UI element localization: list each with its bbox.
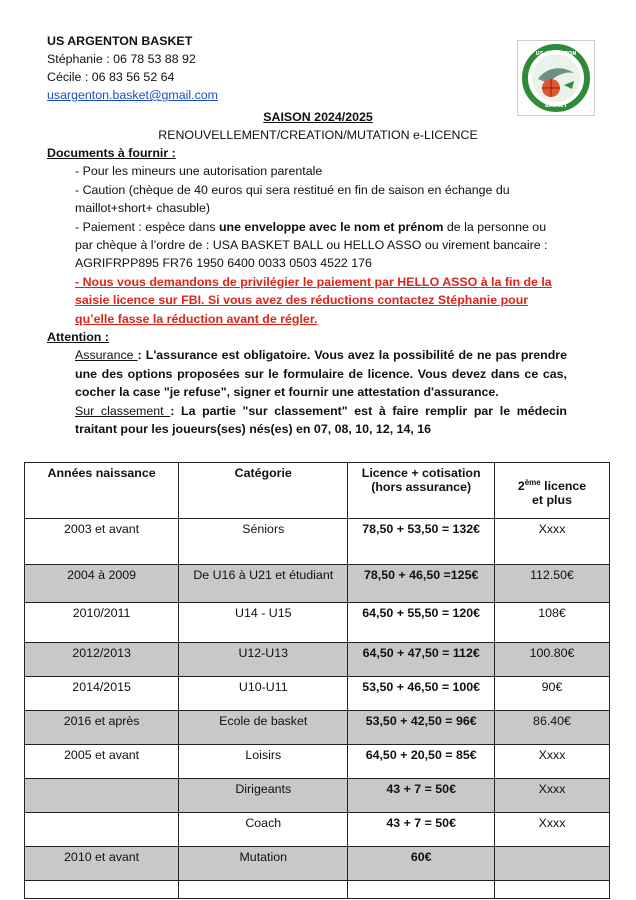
cell-category: U12-U13	[179, 643, 348, 677]
header-second-number: 2	[517, 479, 525, 494]
header-second-licence	[495, 463, 610, 519]
cell-years: 2016 et après	[25, 711, 179, 745]
header-second-line2: et plus	[532, 493, 572, 508]
documents-item-payment	[47, 218, 567, 273]
payment-text-bold: une enveloppe avec le nom et prénom	[218, 219, 444, 234]
pricing-table	[24, 462, 610, 899]
cell-category: Loisirs	[179, 745, 348, 779]
basketball-logo-icon	[518, 41, 594, 115]
contact-cecile: Cécile : 06 83 56 52 64	[47, 70, 175, 84]
season-title: SAISON 2024/2025	[263, 110, 373, 124]
header-category: Catégorie	[179, 463, 348, 519]
cell-years: 2010/2011	[25, 603, 179, 643]
cell-price: 53,50 + 42,50 = 96€	[348, 711, 495, 745]
hello-asso-warning: - Nous vous demandons de privilégier le paiement par HELLO ASSO à la fin de la saisie licence sur FBI. Si vous avez des réductions contactez Stéphanie pour qu’elle fasse la réduction avant de régler.	[75, 274, 552, 326]
table-row	[25, 779, 610, 813]
header-price	[348, 463, 495, 519]
table-row	[25, 847, 610, 881]
cell-second: Xxxx	[495, 813, 610, 847]
cell-second	[495, 881, 610, 899]
table-row	[25, 881, 610, 899]
cell-category: Séniors	[179, 519, 348, 565]
cell-price: 53,50 + 46,50 = 100€	[348, 677, 495, 711]
cell-second: Xxxx	[495, 519, 610, 565]
logo-top-text: US ARGENTON	[535, 51, 577, 57]
documents-item-minors: - Pour les mineurs une autorisation parentale	[75, 164, 323, 179]
header-second-sup: ème	[524, 478, 541, 487]
cell-category: Mutation	[179, 847, 348, 881]
cell-years: 2010 et avant	[25, 847, 179, 881]
cell-years	[25, 813, 179, 847]
cell-category: Coach	[179, 813, 348, 847]
cell-price: 43 + 7 = 50€	[348, 779, 495, 813]
club-email-link[interactable]: usargenton.basket@gmail.com	[47, 88, 218, 102]
cell-years: 2012/2013	[25, 643, 179, 677]
cell-price: 43 + 7 = 50€	[348, 813, 495, 847]
cell-second: 112.50€	[495, 565, 610, 603]
table-row	[25, 711, 610, 745]
cell-years: 2003 et avant	[25, 519, 179, 565]
documents-section	[47, 144, 567, 439]
table-header-row	[25, 463, 610, 519]
table-row	[25, 643, 610, 677]
cell-years: 2014/2015	[25, 677, 179, 711]
surclassement-text: : La partie "sur classement" est à faire remplir par le médecin traitant pour les joueurs(ses) nés(es) en 07, 08, 10, 12, 14, 16	[75, 403, 567, 437]
header-price-line2: (hors assurance)	[371, 480, 472, 494]
season-heading	[0, 108, 636, 144]
surclassement-label: Sur classement	[75, 403, 171, 418]
header-years: Années naissance	[25, 463, 179, 519]
cell-price: 78,50 + 53,50 = 132€	[348, 519, 495, 565]
cell-category: Ecole de basket	[179, 711, 348, 745]
attention-title: Attention :	[47, 330, 109, 345]
assurance-label: Assurance	[75, 348, 138, 363]
assurance-text: : L'assurance est obligatoire. Vous avez la possibilité de ne pas prendre une des options proposées sur le formulaire de licence. Vous devez dans ce cas, cocher la case "je refuse", signer et fournir une attestation d'assurance.	[75, 348, 567, 400]
club-logo	[517, 40, 595, 116]
cell-years: 2004 à 2009	[25, 565, 179, 603]
cell-category: U14 - U15	[179, 603, 348, 643]
club-name: US ARGENTON BASKET	[47, 34, 193, 48]
payment-text-a: - Paiement : espèce dans	[75, 219, 219, 234]
cell-price: 64,50 + 47,50 = 112€	[348, 643, 495, 677]
documents-item-caution: - Caution (chèque de 40 euros qui sera restitué en fin de saison en échange du maillot+short+ chasuble)	[75, 182, 510, 216]
cell-price	[348, 881, 495, 899]
table-row	[25, 565, 610, 603]
attention-assurance	[47, 346, 567, 401]
cell-category: De U16 à U21 et étudiant	[179, 565, 348, 603]
table-row	[25, 519, 610, 565]
cell-price: 78,50 + 46,50 =125€	[348, 565, 495, 603]
cell-second	[495, 847, 610, 881]
cell-years	[25, 779, 179, 813]
season-subtitle: RENOUVELLEMENT/CREATION/MUTATION e-LICENCE	[158, 128, 478, 142]
attention-surclassement	[47, 402, 567, 439]
contact-stephanie: Stéphanie : 06 78 53 88 92	[47, 52, 196, 66]
cell-price: 60€	[348, 847, 495, 881]
documents-title: Documents à fournir :	[47, 146, 176, 160]
cell-price: 64,50 + 55,50 = 120€	[348, 603, 495, 643]
cell-price: 64,50 + 20,50 = 85€	[348, 745, 495, 779]
cell-years	[25, 881, 179, 899]
club-contact-block	[47, 32, 218, 104]
cell-category: U10-U11	[179, 677, 348, 711]
cell-second: 90€	[495, 677, 610, 711]
cell-second: 100.80€	[495, 643, 610, 677]
table-row	[25, 677, 610, 711]
cell-second: 86.40€	[495, 711, 610, 745]
cell-second: 108€	[495, 603, 610, 643]
cell-category	[179, 881, 348, 899]
cell-second: Xxxx	[495, 745, 610, 779]
header-price-line1: Licence + cotisation	[361, 466, 481, 480]
payment-text-c: de la personne ou par chèque à l’ordre de : USA BASKET BALL ou HELLO ASSO ou virement bancaire : AGRIFRPP895 FR76 1950 6400 0033 0503 4522 176	[75, 219, 548, 271]
table-row	[25, 813, 610, 847]
table-row	[25, 603, 610, 643]
table-row	[25, 745, 610, 779]
cell-second: Xxxx	[495, 779, 610, 813]
logo-bottom-text: BASKET	[545, 103, 567, 109]
cell-years: 2005 et avant	[25, 745, 179, 779]
cell-category: Dirigeants	[179, 779, 348, 813]
header-second-post: licence	[540, 479, 587, 494]
